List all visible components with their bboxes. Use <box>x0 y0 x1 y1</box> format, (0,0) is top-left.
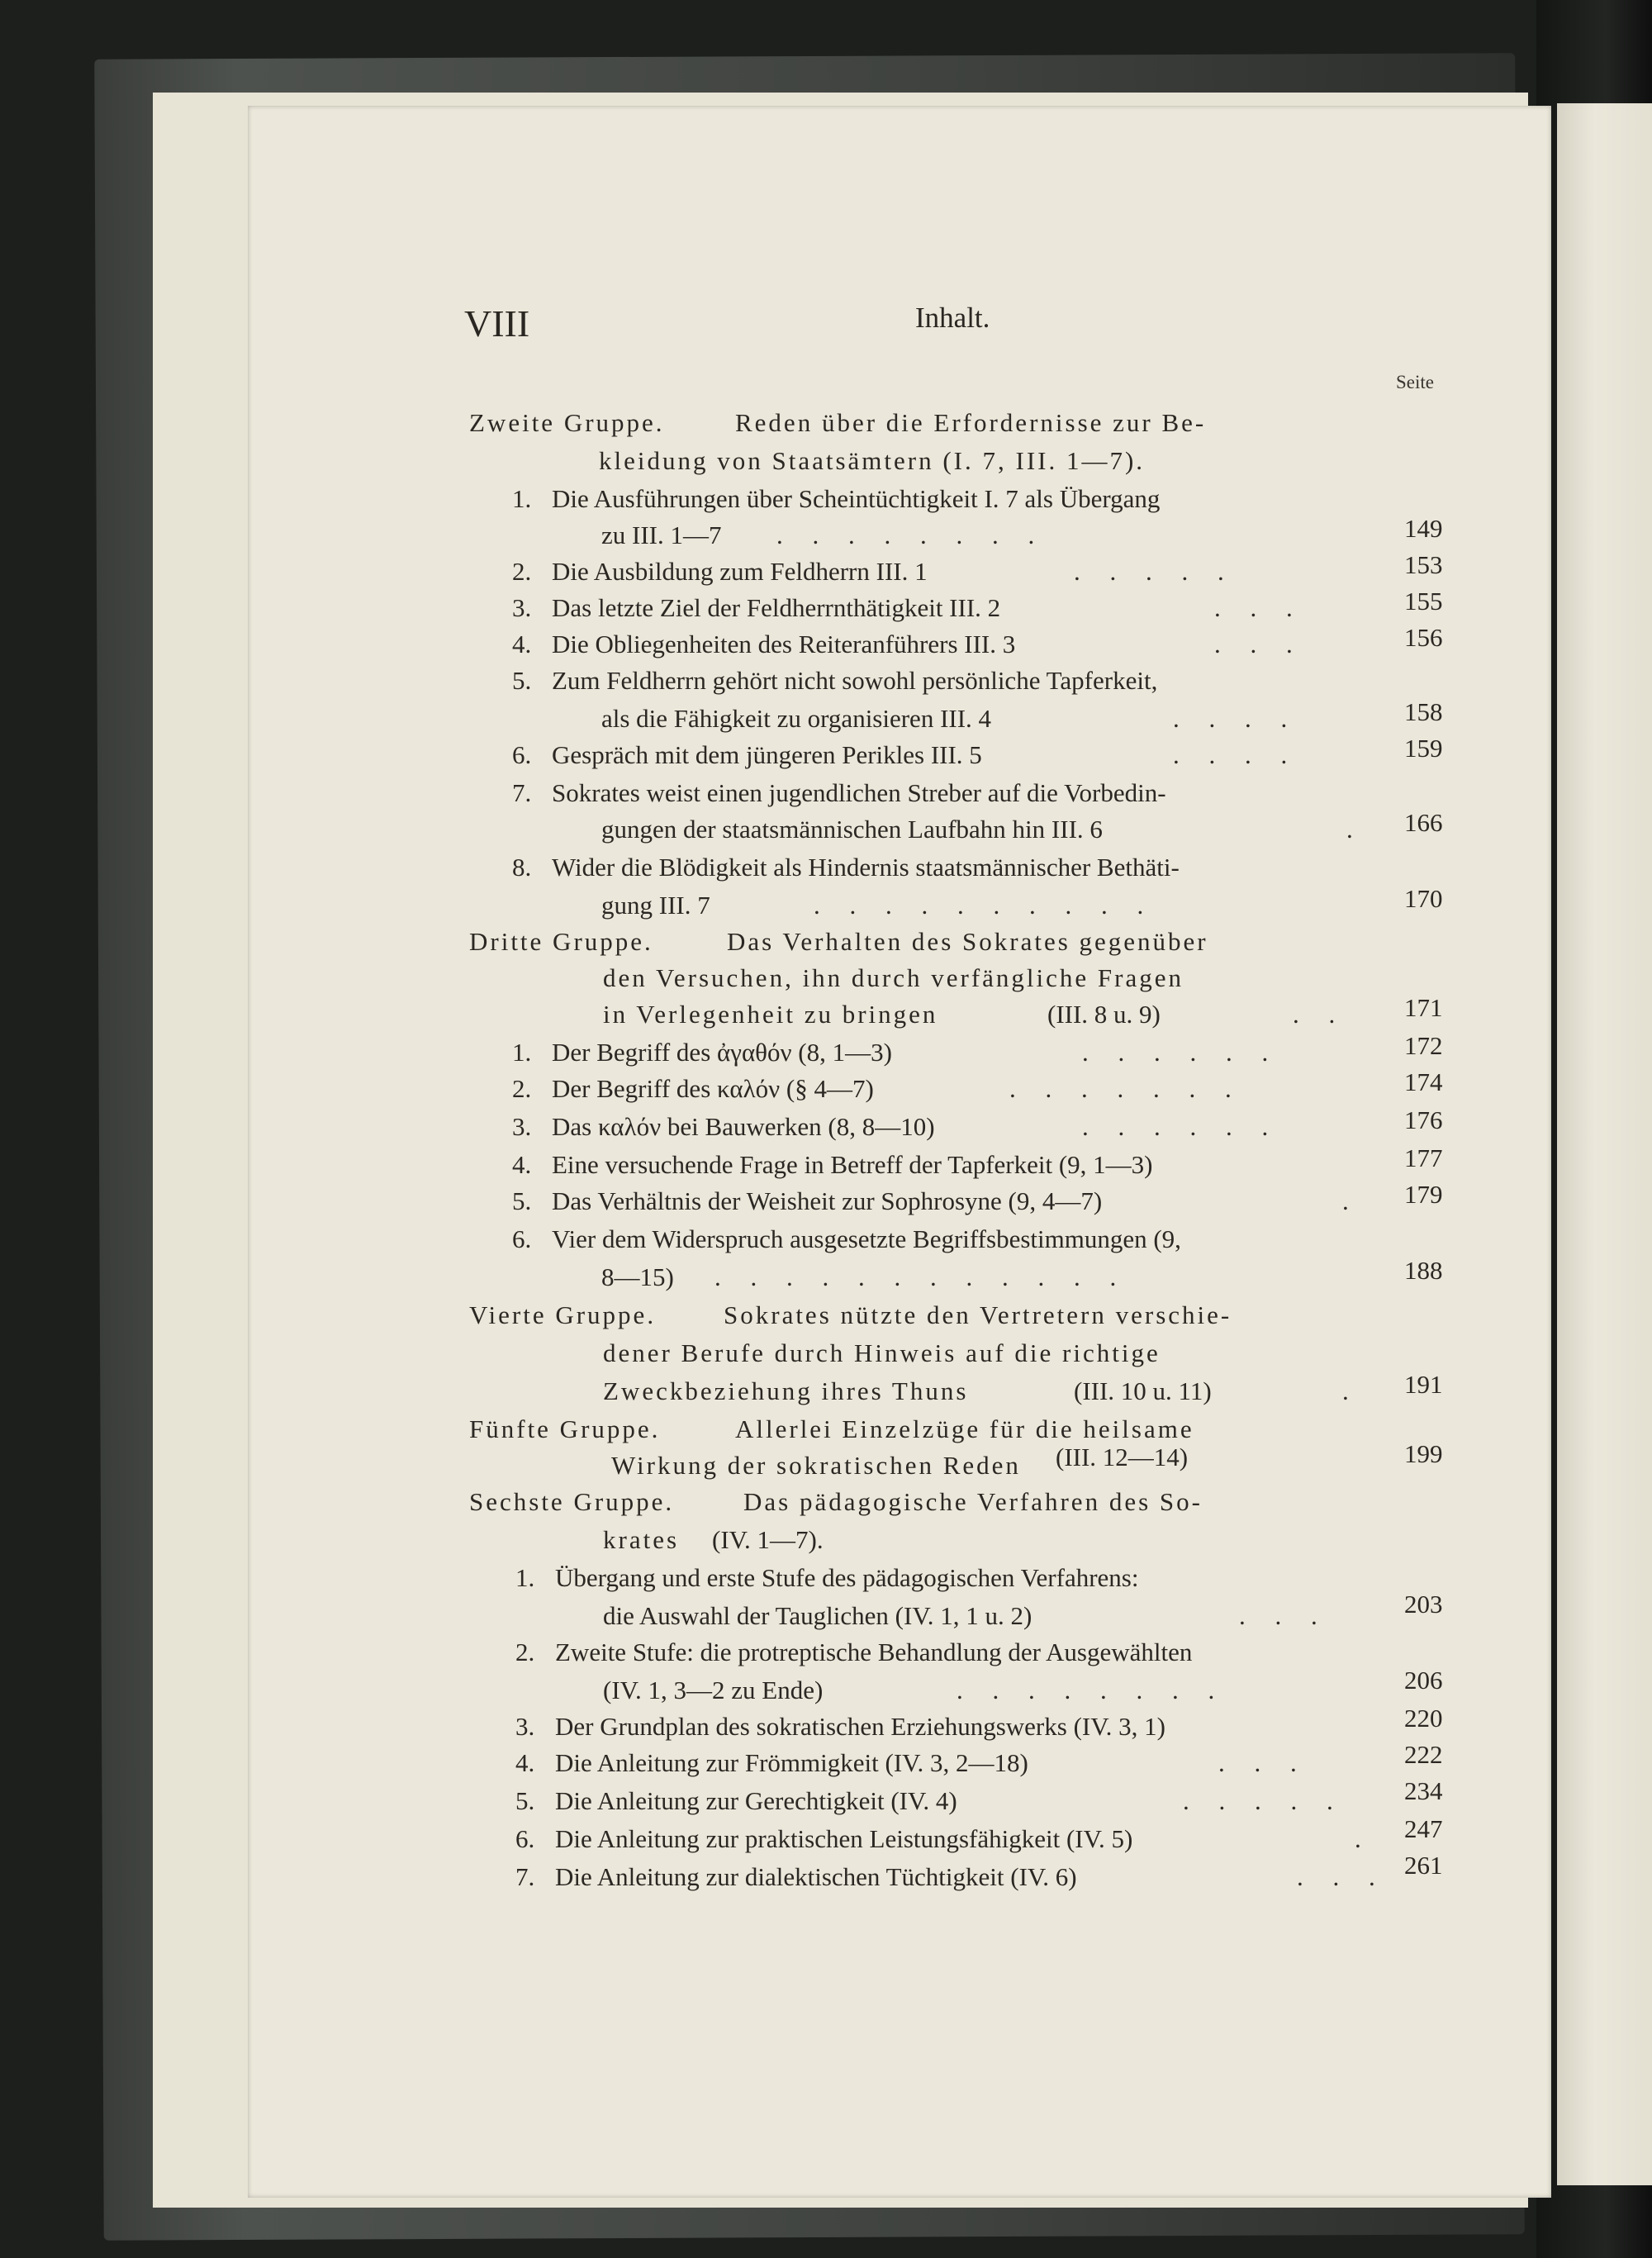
leader-dots: . . . . <box>1173 740 1299 769</box>
group-title: Fünfte Gruppe. <box>469 1414 661 1443</box>
leader-dots: . . . . . <box>1183 1786 1345 1815</box>
entry-text: Die Anleitung zur praktischen Leistungsfähigkeit (IV. 5) <box>555 1824 1133 1853</box>
entry-number: 4. <box>512 1150 532 1179</box>
entry-number: 3. <box>512 593 532 622</box>
group-description: Wirkung der sokratischen Reden <box>611 1451 1021 1480</box>
group-description: Sokrates nützte den Vertretern verschie- <box>724 1300 1232 1329</box>
entry-page: 177 <box>1404 1143 1443 1172</box>
entry-text: Das Verhältnis der Weisheit zur Sophrosyne (9, 4—7) <box>552 1186 1103 1215</box>
entry-number: 1. <box>512 1038 532 1067</box>
entry-text: Wider die Blödigkeit als Hindernis staatsmännischer Bethäti- <box>552 853 1180 882</box>
entry-page: 149 <box>1404 514 1443 543</box>
entry-text: Gespräch mit dem jüngeren Perikles III. 5 <box>552 740 982 769</box>
leader-dots: . <box>1346 815 1365 844</box>
group-description: Das Verhalten des Sokrates gegenüber <box>727 927 1208 956</box>
entry-text: Das letzte Ziel der Feldherrnthätigkeit III. 2 <box>552 593 1001 622</box>
entry-page: 176 <box>1404 1105 1443 1134</box>
entry-text: Das καλόν bei Bauwerken (8, 8—10) <box>552 1112 935 1141</box>
entry-text: Die Ausbildung zum Feldherrn III. 1 <box>552 557 928 586</box>
group-description: Zweckbeziehung ihres Thuns <box>603 1376 969 1405</box>
entry-number: 6. <box>512 1224 532 1253</box>
entry-text: Sokrates weist einen jugendlichen Streber auf die Vorbedin- <box>552 778 1166 807</box>
entry-text: Eine versuchende Frage in Betreff der Tapferkeit (9, 1—3) <box>552 1150 1153 1179</box>
entry-page: 166 <box>1404 808 1443 837</box>
entry-page: 206 <box>1404 1666 1443 1695</box>
entry-text: Die Ausführungen über Scheintüchtigkeit I. 7 als Übergang <box>552 484 1161 513</box>
leader-dots: . . . . . . . . . . <box>814 891 1156 920</box>
entry-number: 7. <box>512 778 532 807</box>
entry-page: 174 <box>1404 1067 1443 1096</box>
entry-page: 159 <box>1404 734 1443 763</box>
entry-number: 4. <box>512 630 532 658</box>
entry-page: 158 <box>1404 697 1443 726</box>
entry-page: 261 <box>1404 1851 1443 1880</box>
entry-text: Zum Feldherrn gehört nicht sowohl persönliche Tapferkeit, <box>552 666 1158 695</box>
group-description: den Versuchen, ihn durch verfängliche Fragen <box>603 963 1184 992</box>
group-description: krates <box>603 1525 680 1554</box>
group-title: Zweite Gruppe. <box>469 408 665 437</box>
entry-page: 156 <box>1404 623 1443 652</box>
group-description: kleidung von Staatsämtern (I. 7, III. 1—7). <box>599 446 1146 475</box>
entry-page: 170 <box>1404 884 1443 913</box>
entry-text: Die Obliegenheiten des Reiteranführers III. 3 <box>552 630 1016 658</box>
entry-number: 2. <box>512 557 532 586</box>
leader-dots: . . <box>1293 1000 1347 1029</box>
leader-dots: . . . . . . . . <box>776 521 1047 549</box>
entry-text: gungen der staatsmännischen Laufbahn hin III. 6 <box>601 815 1103 844</box>
entry-number: 7. <box>515 1862 535 1891</box>
leader-dots: . . . . . . . . <box>957 1676 1227 1704</box>
entry-page: 153 <box>1404 550 1443 579</box>
entry-text: 8—15) <box>601 1262 674 1291</box>
entry-text: Der Grundplan des sokratischen Erziehungswerks (IV. 3, 1) <box>555 1712 1165 1741</box>
page-number: VIII <box>464 302 530 345</box>
entry-text: Die Anleitung zur Frömmigkeit (IV. 3, 2—18) <box>555 1748 1028 1777</box>
entry-page: 188 <box>1404 1256 1443 1285</box>
entry-number: 5. <box>515 1786 535 1815</box>
running-head: Inhalt. <box>915 302 990 334</box>
group-title: Vierte Gruppe. <box>469 1300 657 1329</box>
entry-number: 8. <box>512 853 532 882</box>
entry-number: 1. <box>515 1563 535 1592</box>
entry-number: 6. <box>515 1824 535 1853</box>
leader-dots: . . . <box>1218 1748 1308 1777</box>
leader-dots: . . . <box>1214 630 1304 658</box>
entry-text: Der Begriff des ἀγαθόν (8, 1—3) <box>552 1038 892 1067</box>
entry-number: 6. <box>512 740 532 769</box>
group-description: Allerlei Einzelzüge für die heilsame <box>735 1414 1194 1443</box>
leader-dots: . <box>1342 1186 1360 1215</box>
entry-text: als die Fähigkeit zu organisieren III. 4 <box>601 704 992 733</box>
leader-dots: . . . . . . . . . . . . <box>714 1262 1128 1291</box>
entry-text: Der Begriff des καλόν (§ 4—7) <box>552 1074 874 1103</box>
entry-text: die Auswahl der Tauglichen (IV. 1, 1 u. 2) <box>603 1601 1032 1630</box>
entry-text: Vier dem Widerspruch ausgesetzte Begriffsbestimmungen (9, <box>552 1224 1181 1253</box>
entry-page: 172 <box>1404 1031 1443 1060</box>
leader-dots: . . . <box>1239 1601 1329 1630</box>
leader-dots: . <box>1355 1824 1373 1853</box>
leader-dots: . . . . . . <box>1082 1112 1280 1141</box>
entry-page: 220 <box>1404 1704 1443 1733</box>
group-reference: (IV. 1—7). <box>712 1525 824 1554</box>
group-description: in Verlegenheit zu bringen <box>603 1000 938 1029</box>
entry-text: Zweite Stufe: die protreptische Behandlung der Ausgewählten <box>555 1638 1193 1666</box>
group-description: Reden über die Erfordernisse zur Be- <box>735 408 1207 437</box>
entry-text: Übergang und erste Stufe des pädagogischen Verfahrens: <box>555 1563 1139 1592</box>
group-description: Das pädagogische Verfahren des So- <box>743 1487 1203 1516</box>
group-reference: (III. 10 u. 11) <box>1074 1376 1212 1405</box>
entry-number: 3. <box>515 1712 535 1741</box>
entry-number: 5. <box>512 1186 532 1215</box>
entry-page: 171 <box>1404 993 1443 1022</box>
group-description: dener Berufe durch Hinweis auf die richtige <box>603 1338 1161 1367</box>
entry-number: 1. <box>512 484 532 513</box>
entry-page: 191 <box>1404 1370 1443 1399</box>
leader-dots: . . . <box>1297 1862 1387 1891</box>
entry-page: 234 <box>1404 1776 1443 1805</box>
entry-page: 199 <box>1404 1439 1443 1468</box>
leader-dots: . . . <box>1214 593 1304 622</box>
group-title: Dritte Gruppe. <box>469 927 653 956</box>
page-column-label: Seite <box>1396 372 1434 392</box>
entry-text: (IV. 1, 3—2 zu Ende) <box>603 1676 824 1704</box>
entry-text: Die Anleitung zur dialektischen Tüchtigkeit (IV. 6) <box>555 1862 1077 1891</box>
group-reference: (III. 12—14) <box>1056 1443 1189 1471</box>
group-title: Sechste Gruppe. <box>469 1487 675 1516</box>
entry-number: 5. <box>512 666 532 695</box>
entry-number: 4. <box>515 1748 535 1777</box>
entry-page: 155 <box>1404 587 1443 616</box>
leader-dots: . . . . <box>1173 704 1299 733</box>
entry-number: 3. <box>512 1112 532 1141</box>
entry-page: 203 <box>1404 1590 1443 1619</box>
entry-number: 2. <box>515 1638 535 1666</box>
entry-text: gung III. 7 <box>601 891 710 920</box>
entry-page: 179 <box>1404 1180 1443 1209</box>
entry-page: 247 <box>1404 1814 1443 1843</box>
entry-text: Die Anleitung zur Gerechtigkeit (IV. 4) <box>555 1786 957 1815</box>
leader-dots: . . . . . . <box>1082 1038 1280 1067</box>
leader-dots: . . . . . <box>1074 557 1236 586</box>
entry-number: 2. <box>512 1074 532 1103</box>
group-reference: (III. 8 u. 9) <box>1047 1000 1161 1029</box>
entry-text: zu III. 1—7 <box>601 521 722 549</box>
leader-dots: . <box>1342 1376 1360 1405</box>
leader-dots: . . . . . . . <box>1009 1074 1243 1103</box>
entry-page: 222 <box>1404 1740 1443 1769</box>
